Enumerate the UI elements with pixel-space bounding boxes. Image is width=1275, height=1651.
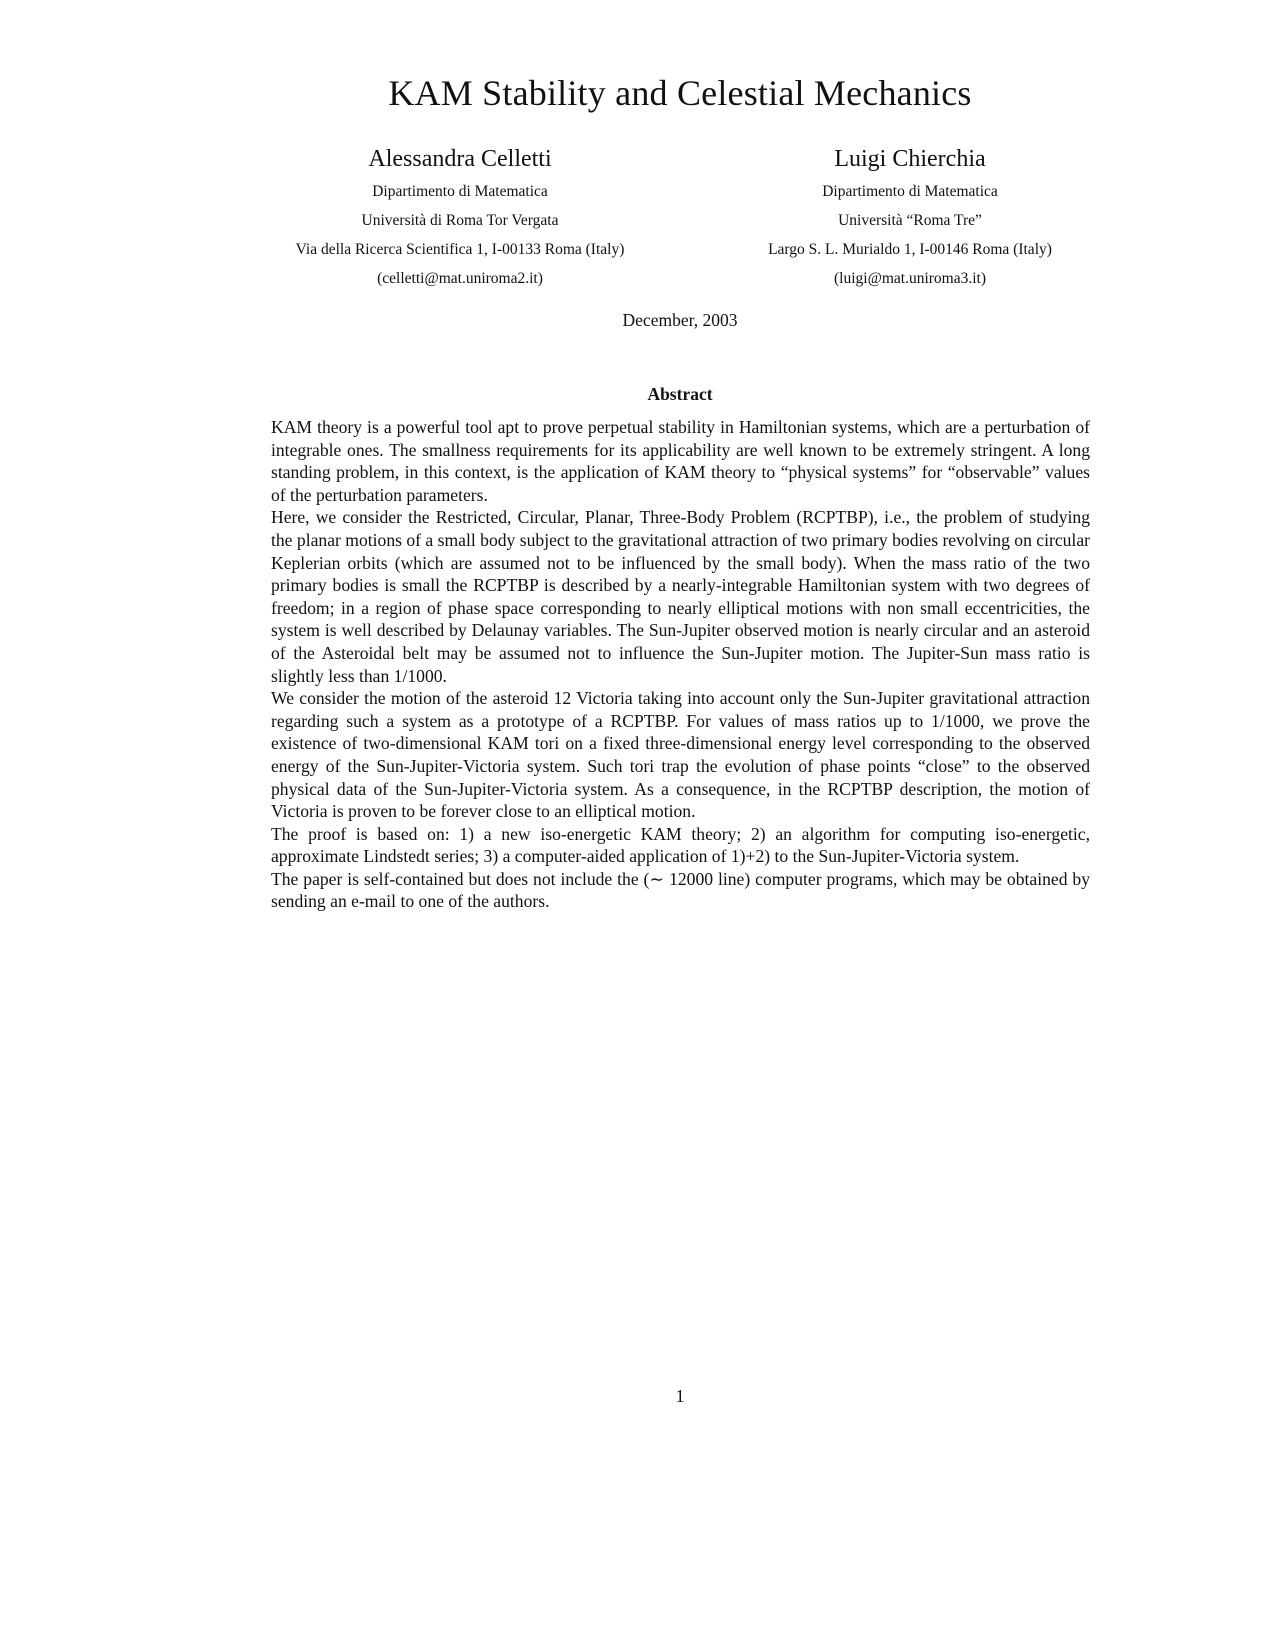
author-address: Via della Ricerca Scientifica 1, I-00133 Roma (Italy) bbox=[295, 241, 625, 258]
author-block-chierchia bbox=[700, 143, 1120, 293]
abstract-paragraph: Here, we consider the Restricted, Circular, Planar, Three-Body Problem (RCPTBP), i.e., the problem of studying the planar motions of a small body subject to the gravitational attraction of two primary bodies revolving on circular Keplerian orbits (which are assumed not to be influenced by the small body). When the mass ratio of the two primary bodies is small the RCPTBP is described by a nearly-integrable Hamiltonian system with two degrees of freedom; in a region of phase space corresponding to nearly elliptical motions with non small eccentricities, the system is well described by Delaunay variables. The Sun-Jupiter observed motion is nearly circular and an asteroid of the Asteroidal belt may be assumed not to influence the Sun-Jupiter motion. The Jupiter-Sun mass ratio is slightly less than 1/1000. bbox=[271, 507, 1090, 686]
paper-title: KAM Stability and Celestial Mechanics bbox=[388, 73, 972, 113]
author-email: (luigi@mat.uniroma3.it) bbox=[833, 270, 987, 287]
author-address: Largo S. L. Murialdo 1, I-00146 Roma (Italy) bbox=[768, 241, 1052, 258]
author-university: Università di Roma Tor Vergata bbox=[361, 212, 559, 229]
author-university: Università “Roma Tre” bbox=[838, 212, 982, 229]
author-name: Luigi Chierchia bbox=[834, 146, 986, 172]
paper-date: December, 2003 bbox=[622, 310, 738, 330]
author-block-celletti bbox=[260, 143, 660, 293]
abstract-paragraph: KAM theory is a powerful tool apt to prove perpetual stability in Hamiltonian systems, which are a perturbation of integrable ones. The smallness requirements for its applicability are well known to be extremely stringent. A long standing problem, in this context, is the application of KAM theory to “physical systems” for “observable” values of the perturbation parameters. bbox=[271, 417, 1090, 505]
author-email: (celletti@mat.uniroma2.it) bbox=[377, 270, 543, 287]
abstract-body bbox=[271, 416, 1090, 913]
author-name: Alessandra Celletti bbox=[368, 146, 552, 172]
abstract-paragraph: The paper is self-contained but does not include the (∼ 12000 line) computer programs, which may be obtained by sending an e-mail to one of the authors. bbox=[271, 868, 1090, 912]
abstract-heading: Abstract bbox=[647, 384, 713, 404]
author-department: Dipartimento di Matematica bbox=[822, 183, 998, 200]
abstract-paragraph: The proof is based on: 1) a new iso-energetic KAM theory; 2) an algorithm for computing iso-energetic, approximate Lindstedt series; 3) a computer-aided application of 1)+2) to the Sun-Jupiter-Victoria system. bbox=[271, 823, 1090, 867]
page-number: 1 bbox=[675, 1386, 685, 1406]
author-department: Dipartimento di Matematica bbox=[372, 183, 548, 200]
abstract-paragraph: We consider the motion of the asteroid 12 Victoria taking into account only the Sun-Jupiter gravitational attraction regarding such a system as a prototype of a RCPTBP. For values of mass ratios up to 1/1000, we prove the existence of two-dimensional KAM tori on a fixed three-dimensional energy level corresponding to the observed energy of the Sun-Jupiter-Victoria system. Such tori trap the evolution of phase points “close” to the observed physical data of the Sun-Jupiter-Victoria system. As a consequence, in the RCPTBP description, the motion of Victoria is proven to be forever close to an elliptical motion. bbox=[271, 688, 1090, 822]
